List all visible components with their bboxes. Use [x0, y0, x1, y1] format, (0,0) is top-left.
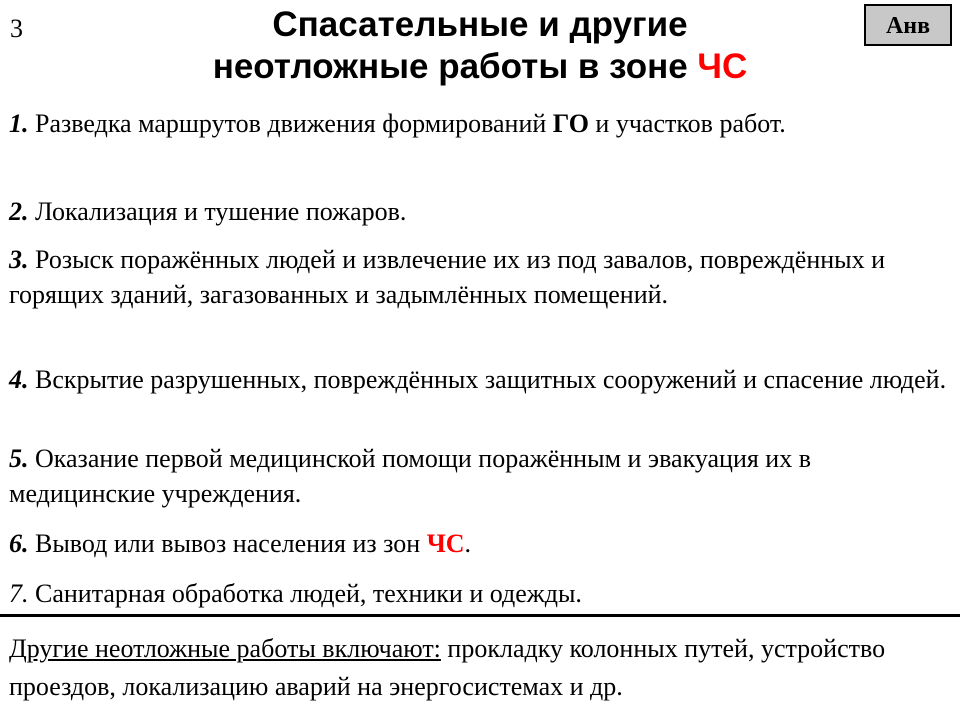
item-text: Розыск поражённых людей и извлечение их из под завалов, повреждённых и горящих зданий, загазованных и задымлённых помещений.	[9, 245, 886, 309]
item-number: 7.	[9, 579, 29, 608]
item-text: Оказание первой медицинской помощи поражённым и эвакуация их в медицинские учреждения.	[9, 444, 812, 508]
item-number: 1.	[9, 109, 29, 138]
item-number: 4.	[9, 365, 29, 394]
item-text: Вывод или вывоз населения из зон	[28, 529, 427, 558]
item-number: 3.	[9, 245, 29, 274]
list-item-2	[9, 194, 406, 229]
item-number: 6.	[9, 529, 29, 558]
footer-lead: Другие неотложные работы включают:	[9, 634, 441, 663]
title-line-2	[90, 42, 870, 92]
title-line-1: Спасательные и другие	[272, 5, 688, 44]
title-highlight: ЧС	[697, 47, 748, 86]
item-text: Санитарная обработка людей, техники и одежды.	[28, 579, 582, 608]
slide-number: 3	[10, 14, 23, 43]
footer-note	[9, 630, 954, 706]
item-text-tail: .	[464, 529, 472, 558]
item-number: 2.	[9, 197, 29, 226]
item-bold-term: ГО	[552, 109, 589, 138]
item-highlight: ЧС	[426, 529, 465, 558]
list-item-1	[9, 106, 786, 141]
author-badge: Анв	[864, 4, 952, 46]
divider	[0, 614, 960, 617]
footer-text: прокладку колонных путей, устройство проездов, локализацию аварий на энергосистемах и др.	[9, 634, 886, 701]
list-item-5	[9, 441, 954, 511]
slide-title	[90, 0, 870, 92]
item-text: Вскрытие разрушенных, повреждённых защитных сооружений и спасение людей.	[28, 365, 947, 394]
item-text: Разведка маршрутов движения формирований	[28, 109, 553, 138]
title-line-2-text: неотложные работы в зоне	[212, 47, 698, 86]
list-item-7	[9, 576, 582, 611]
item-number: 5.	[9, 444, 29, 473]
list-item-6	[9, 526, 471, 561]
list-item-4	[9, 362, 946, 397]
list-item-3	[9, 242, 954, 312]
item-text: Локализация и тушение пожаров.	[28, 197, 407, 226]
item-text-tail: и участков работ.	[588, 109, 786, 138]
